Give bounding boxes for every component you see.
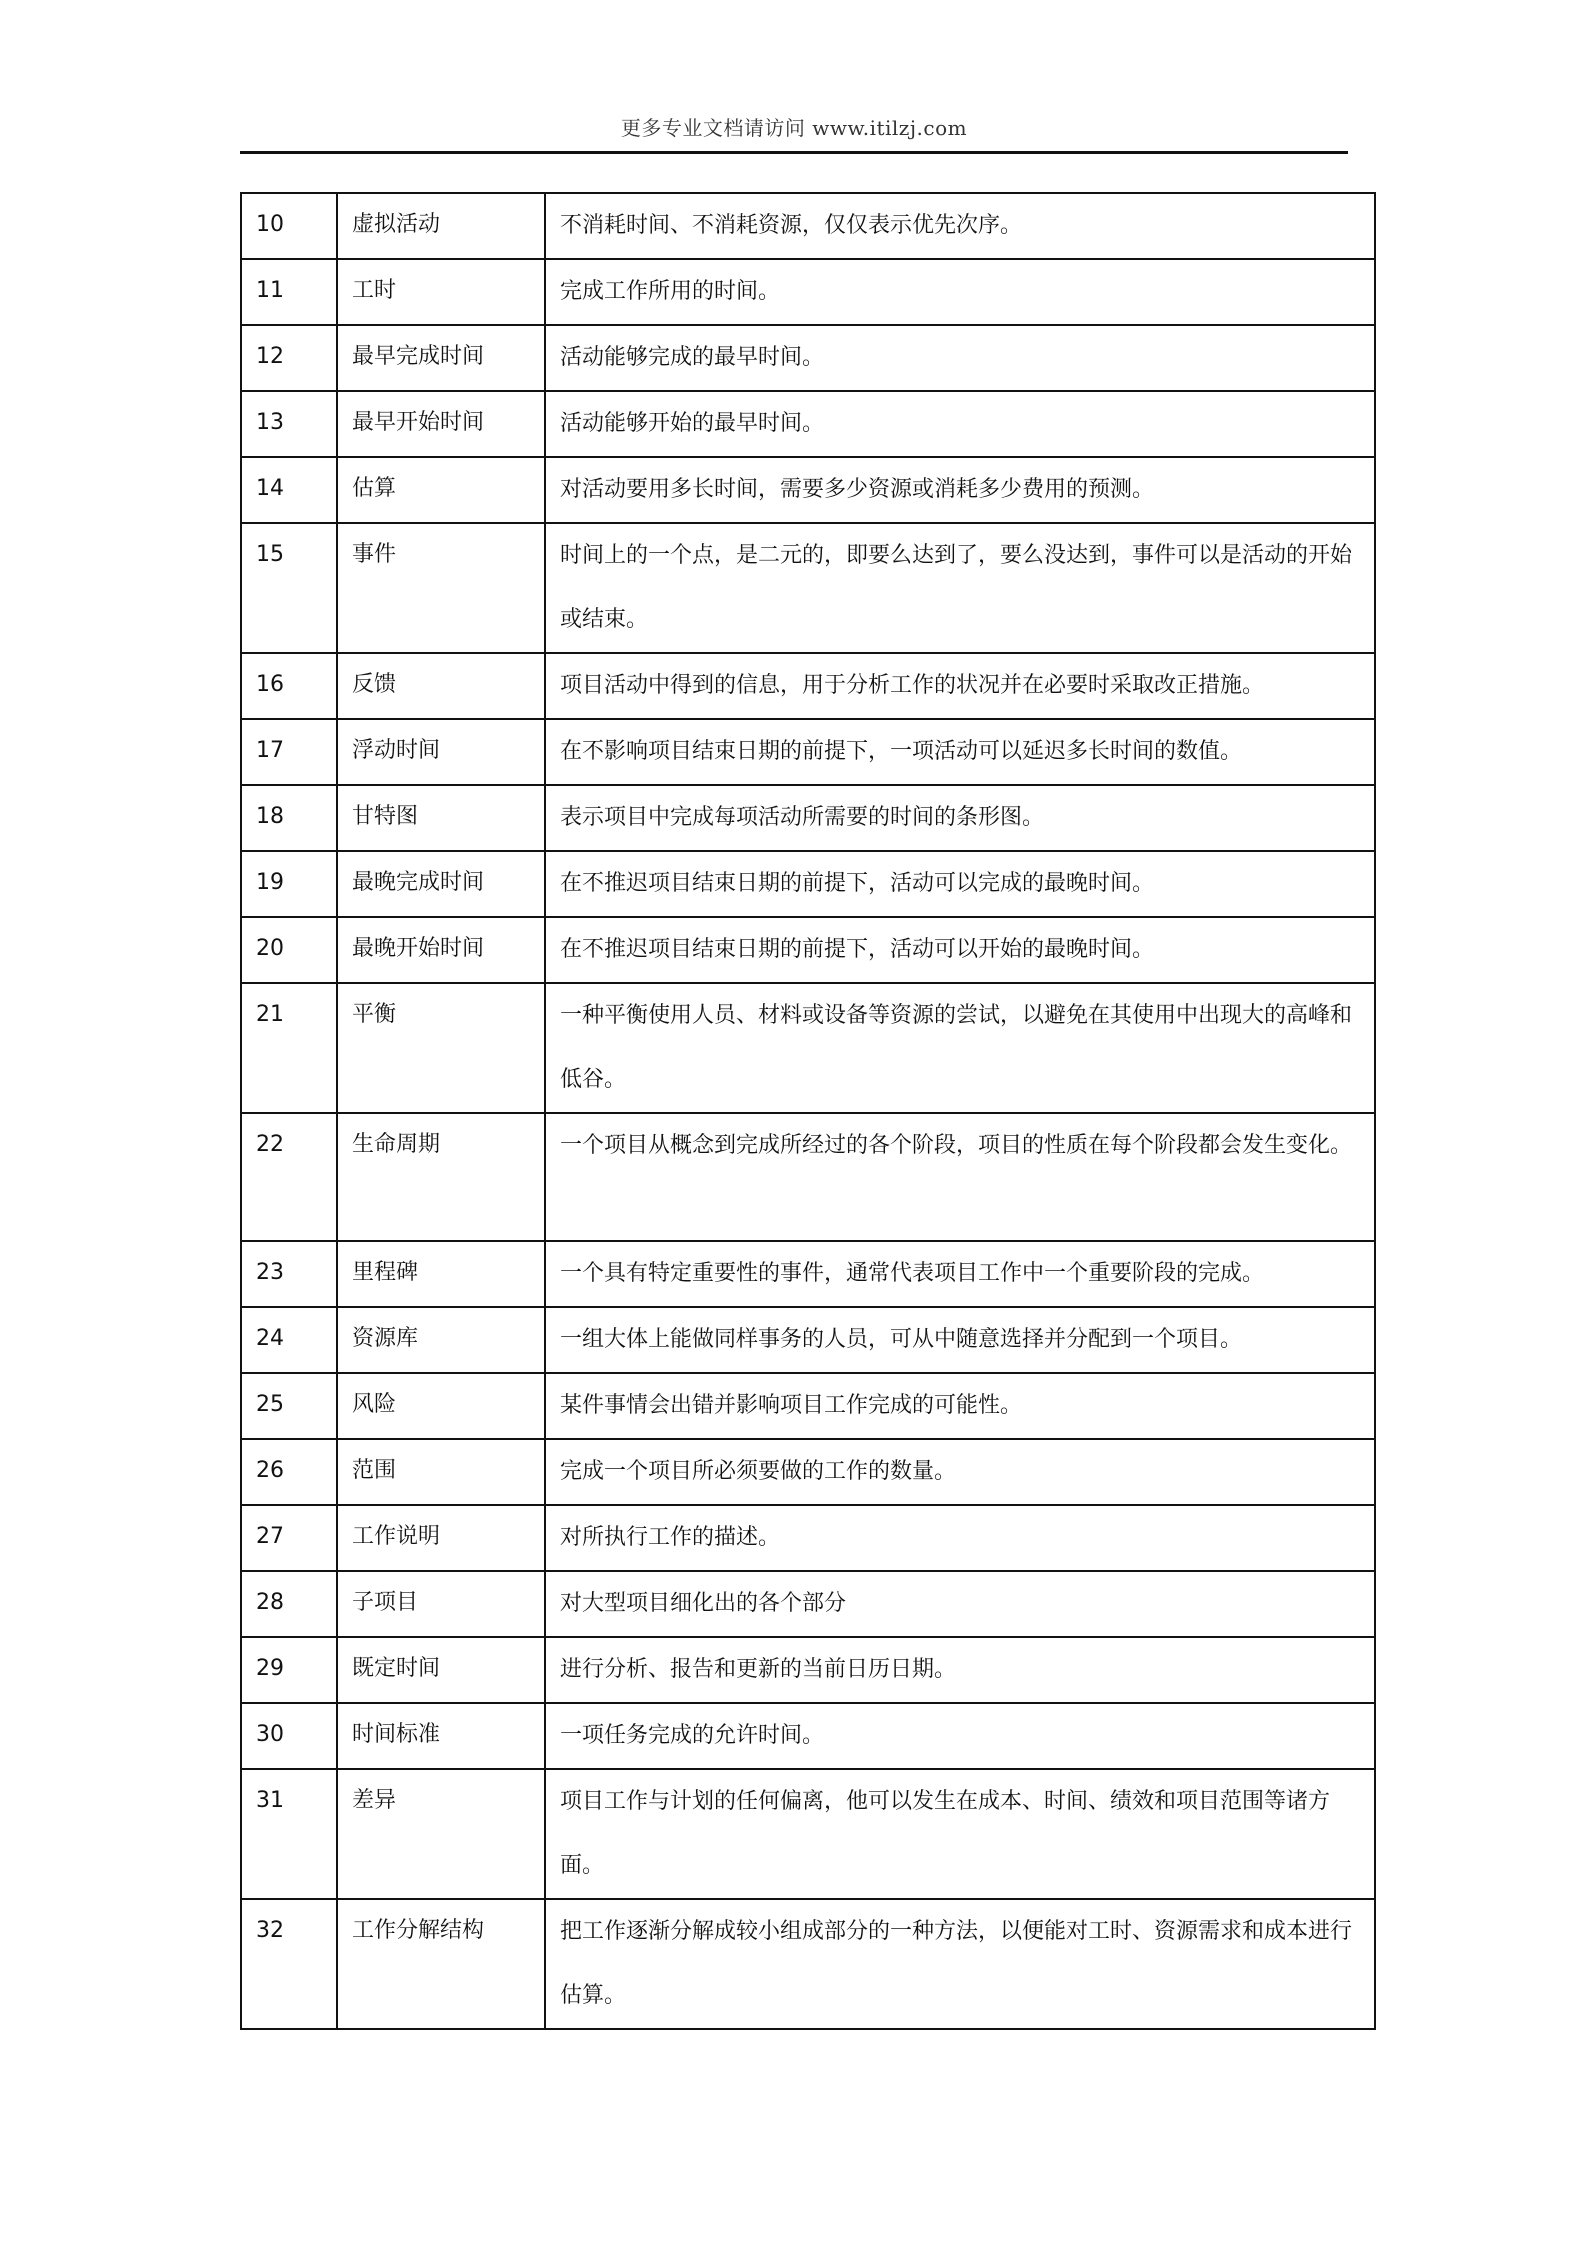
table-row <box>241 325 1375 391</box>
table-row <box>241 1571 1375 1637</box>
term: 平衡 <box>337 983 545 1113</box>
term: 工时 <box>337 259 545 325</box>
term: 最晚完成时间 <box>337 851 545 917</box>
row-number: 22 <box>241 1113 337 1241</box>
page-header: 更多专业文档请访问 www.itilzj.com <box>620 116 968 140</box>
table-row <box>241 653 1375 719</box>
definition: 对大型项目细化出的各个部分 <box>545 1571 1375 1637</box>
table-row <box>241 1899 1375 2029</box>
row-number: 15 <box>241 523 337 653</box>
row-number: 11 <box>241 259 337 325</box>
table-row <box>241 785 1375 851</box>
definition: 项目工作与计划的任何偏离，他可以发生在成本、时间、绩效和项目范围等诸方面。 <box>545 1769 1375 1899</box>
term: 工作说明 <box>337 1505 545 1571</box>
table-row <box>241 983 1375 1113</box>
definition: 在不推迟项目结束日期的前提下，活动可以完成的最晚时间。 <box>545 851 1375 917</box>
table-row <box>241 1703 1375 1769</box>
row-number: 32 <box>241 1899 337 2029</box>
definition: 时间上的一个点，是二元的，即要么达到了，要么没达到，事件可以是活动的开始或结束。 <box>545 523 1375 653</box>
row-number: 27 <box>241 1505 337 1571</box>
definition: 一组大体上能做同样事务的人员，可从中随意选择并分配到一个项目。 <box>545 1307 1375 1373</box>
row-number: 17 <box>241 719 337 785</box>
term: 反馈 <box>337 653 545 719</box>
definition: 把工作逐渐分解成较小组成部分的一种方法，以便能对工时、资源需求和成本进行估算。 <box>545 1899 1375 2029</box>
table-row <box>241 1241 1375 1307</box>
definition: 一个具有特定重要性的事件，通常代表项目工作中一个重要阶段的完成。 <box>545 1241 1375 1307</box>
term: 工作分解结构 <box>337 1899 545 2029</box>
table-row <box>241 1769 1375 1899</box>
table-row <box>241 917 1375 983</box>
row-number: 24 <box>241 1307 337 1373</box>
table-row <box>241 523 1375 653</box>
table-row <box>241 851 1375 917</box>
table-row <box>241 1373 1375 1439</box>
definition: 表示项目中完成每项活动所需要的时间的条形图。 <box>545 785 1375 851</box>
term: 风险 <box>337 1373 545 1439</box>
row-number: 28 <box>241 1571 337 1637</box>
term: 范围 <box>337 1439 545 1505</box>
term: 差异 <box>337 1769 545 1899</box>
row-number: 18 <box>241 785 337 851</box>
row-number: 23 <box>241 1241 337 1307</box>
header-divider <box>240 151 1348 154</box>
table-row <box>241 1505 1375 1571</box>
definition: 完成一个项目所必须要做的工作的数量。 <box>545 1439 1375 1505</box>
definition: 一项任务完成的允许时间。 <box>545 1703 1375 1769</box>
row-number: 30 <box>241 1703 337 1769</box>
definition: 完成工作所用的时间。 <box>545 259 1375 325</box>
row-number: 26 <box>241 1439 337 1505</box>
definition: 对所执行工作的描述。 <box>545 1505 1375 1571</box>
term: 时间标准 <box>337 1703 545 1769</box>
term: 生命周期 <box>337 1113 545 1241</box>
table-row <box>241 1637 1375 1703</box>
term: 估算 <box>337 457 545 523</box>
row-number: 31 <box>241 1769 337 1899</box>
term: 子项目 <box>337 1571 545 1637</box>
definition: 活动能够开始的最早时间。 <box>545 391 1375 457</box>
row-number: 14 <box>241 457 337 523</box>
definition: 不消耗时间、不消耗资源，仅仅表示优先次序。 <box>545 193 1375 259</box>
definition: 一种平衡使用人员、材料或设备等资源的尝试，以避免在其使用中出现大的高峰和低谷。 <box>545 983 1375 1113</box>
definition: 在不推迟项目结束日期的前提下，活动可以开始的最晚时间。 <box>545 917 1375 983</box>
row-number: 10 <box>241 193 337 259</box>
definition: 项目活动中得到的信息，用于分析工作的状况并在必要时采取改正措施。 <box>545 653 1375 719</box>
definition: 对活动要用多长时间，需要多少资源或消耗多少费用的预测。 <box>545 457 1375 523</box>
term: 浮动时间 <box>337 719 545 785</box>
table-row <box>241 1307 1375 1373</box>
definition: 活动能够完成的最早时间。 <box>545 325 1375 391</box>
term: 既定时间 <box>337 1637 545 1703</box>
term: 最早完成时间 <box>337 325 545 391</box>
table-row <box>241 1113 1375 1241</box>
table-row <box>241 391 1375 457</box>
definition: 一个项目从概念到完成所经过的各个阶段，项目的性质在每个阶段都会发生变化。 <box>545 1113 1375 1241</box>
term: 事件 <box>337 523 545 653</box>
term: 虚拟活动 <box>337 193 545 259</box>
term: 资源库 <box>337 1307 545 1373</box>
row-number: 19 <box>241 851 337 917</box>
row-number: 12 <box>241 325 337 391</box>
table-row <box>241 1439 1375 1505</box>
term: 甘特图 <box>337 785 545 851</box>
definition: 在不影响项目结束日期的前提下，一项活动可以延迟多长时间的数值。 <box>545 719 1375 785</box>
definition: 进行分析、报告和更新的当前日历日期。 <box>545 1637 1375 1703</box>
row-number: 13 <box>241 391 337 457</box>
row-number: 20 <box>241 917 337 983</box>
row-number: 29 <box>241 1637 337 1703</box>
row-number: 21 <box>241 983 337 1113</box>
row-number: 16 <box>241 653 337 719</box>
table-row <box>241 719 1375 785</box>
term: 最早开始时间 <box>337 391 545 457</box>
table-row <box>241 457 1375 523</box>
row-number: 25 <box>241 1373 337 1439</box>
glossary-table <box>240 192 1376 2030</box>
definition: 某件事情会出错并影响项目工作完成的可能性。 <box>545 1373 1375 1439</box>
term: 最晚开始时间 <box>337 917 545 983</box>
term: 里程碑 <box>337 1241 545 1307</box>
table-row <box>241 193 1375 259</box>
table-row <box>241 259 1375 325</box>
